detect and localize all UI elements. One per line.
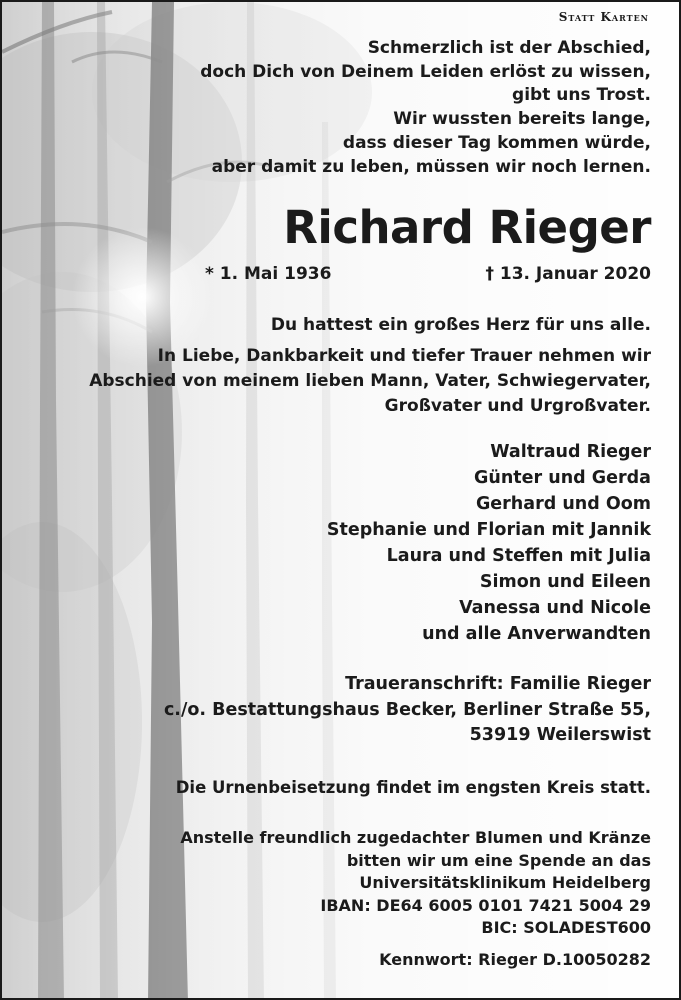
poem-line: Schmerzlich ist der Abschied, xyxy=(367,38,651,58)
mourner-item: Gerhard und Oom xyxy=(475,494,651,514)
death-date: † 13. Januar 2020 xyxy=(485,264,651,284)
bic-line: BIC: SOLADEST600 xyxy=(481,918,651,937)
burial-note: Die Urnenbeisetzung findet im engsten Kreis statt. xyxy=(175,778,651,797)
donation-line: Universitätsklinikum Heidelberg xyxy=(359,873,651,892)
memorial-poem xyxy=(200,37,651,179)
farewell-line: Abschied von meinem lieben Mann, Vater, Schwiegervater, xyxy=(89,371,651,391)
heart-sentence: Du hattest ein großes Herz für uns alle. xyxy=(270,315,651,335)
farewell-line: Großvater und Urgroßvater. xyxy=(384,396,651,416)
poem-line: Wir wussten bereits lange, xyxy=(393,109,651,130)
mourner-item: Waltraud Rieger xyxy=(490,442,651,462)
reference-code: Kennwort: Rieger D.10050282 xyxy=(379,950,651,969)
poem-line: gibt uns Trost. xyxy=(512,85,651,106)
farewell-line: In Liebe, Dankbarkeit und tiefer Trauer nehmen wir xyxy=(157,346,651,366)
address-line: 53919 Weilerswist xyxy=(469,725,651,745)
statt-karten-label: Statt Karten xyxy=(558,10,649,24)
donation-request xyxy=(180,827,651,940)
donation-line: Anstelle freundlich zugedachter Blumen und Kränze xyxy=(180,828,651,847)
mourner-item: Günter und Gerda xyxy=(474,468,651,488)
mourner-item: Stephanie und Florian mit Jannik xyxy=(326,520,651,540)
address-line: Traueranschrift: Familie Rieger xyxy=(345,674,651,694)
mourner-item: Vanessa und Nicole xyxy=(459,598,651,618)
mourners-list xyxy=(327,439,651,647)
birth-date: * 1. Mai 1936 xyxy=(205,264,332,284)
address-line: c./o. Bestattungshaus Becker, Berliner Straße 55, xyxy=(163,699,651,720)
mourner-item: Simon und Eileen xyxy=(479,572,651,592)
mourner-item: Laura und Steffen mit Julia xyxy=(386,546,651,566)
mourner-item: und alle Anverwandten xyxy=(422,624,651,644)
farewell-text xyxy=(89,344,651,419)
poem-line: dass dieser Tag kommen würde, xyxy=(342,132,651,153)
poem-line: aber damit zu leben, müssen wir noch lernen. xyxy=(211,156,651,177)
iban-line: IBAN: DE64 6005 0101 7421 5004 29 xyxy=(320,895,651,915)
donation-line: bitten wir um eine Spende an das xyxy=(346,850,651,870)
deceased-name: Richard Rieger xyxy=(283,201,651,254)
poem-line: doch Dich von Deinem Leiden erlöst zu wissen, xyxy=(200,61,651,82)
mourning-address xyxy=(164,672,651,749)
